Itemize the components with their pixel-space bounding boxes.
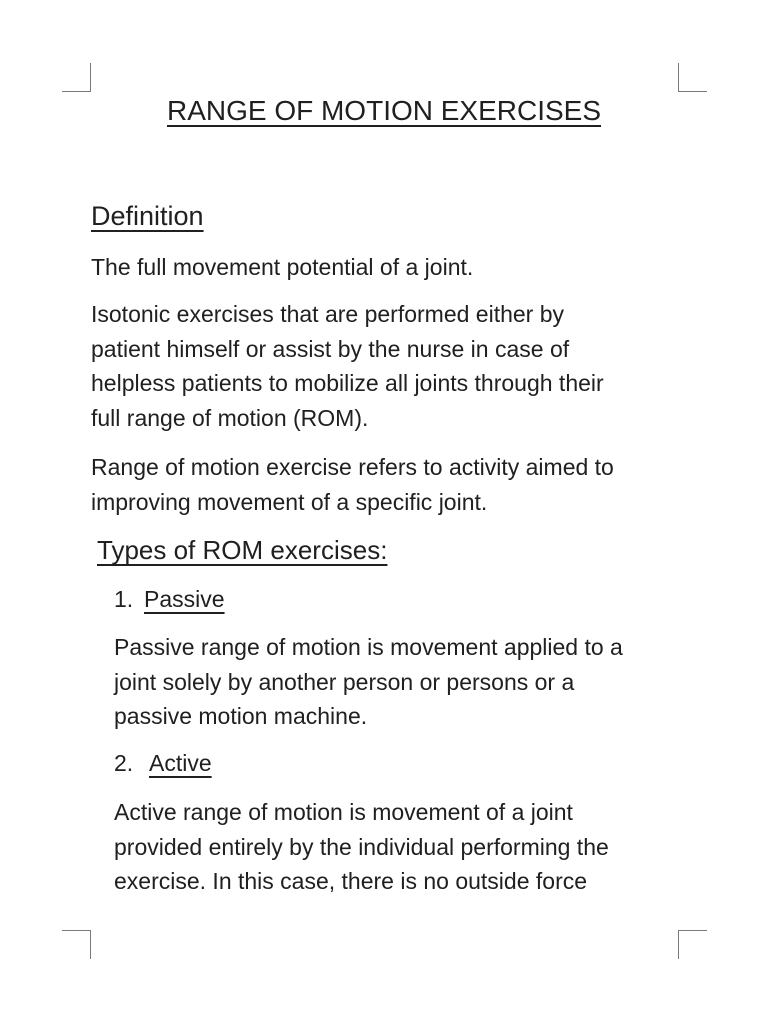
rom-paragraph xyxy=(91,450,614,519)
crop-mark-bottom-left xyxy=(62,930,91,959)
text-line: exercise. In this case, there is no outside force xyxy=(114,868,588,894)
crop-mark-top-right xyxy=(678,63,707,92)
definition-paragraph xyxy=(91,250,473,285)
definition-heading: Definition xyxy=(91,201,204,231)
isotonic-paragraph xyxy=(91,297,604,435)
crop-mark-bottom-right xyxy=(678,930,707,959)
text-line: passive motion machine. xyxy=(114,703,368,729)
text-line: Range of motion exercise refers to activity aimed to xyxy=(91,454,614,480)
text-line: Passive range of motion is movement applied to a xyxy=(114,634,623,660)
text-line: improving movement of a specific joint. xyxy=(91,488,488,515)
text-line: helpless patients to mobilize all joints through their xyxy=(91,370,604,396)
text-line: Isotonic exercises that are performed either by xyxy=(91,301,565,327)
text-line: provided entirely by the individual performing the xyxy=(114,833,609,860)
list-number: 1. xyxy=(114,586,134,612)
text-line: Active range of motion is movement of a joint xyxy=(114,799,573,825)
text-line: joint solely by another person or persons or a xyxy=(114,668,575,695)
type-label-active: Active xyxy=(149,750,212,776)
active-paragraph xyxy=(114,795,609,899)
list-number: 2. xyxy=(114,750,134,776)
passive-paragraph xyxy=(114,630,623,734)
text-line: The full movement potential of a joint. xyxy=(91,254,474,280)
crop-mark-top-left xyxy=(62,63,91,92)
text-line: full range of motion (ROM). xyxy=(91,404,369,431)
page-title: RANGE OF MOTION EXERCISES xyxy=(166,95,602,126)
text-line: patient himself or assist by the nurse in case of xyxy=(91,335,570,362)
type-label-passive: Passive xyxy=(144,586,225,612)
types-heading: Types of ROM exercises: xyxy=(97,535,388,565)
